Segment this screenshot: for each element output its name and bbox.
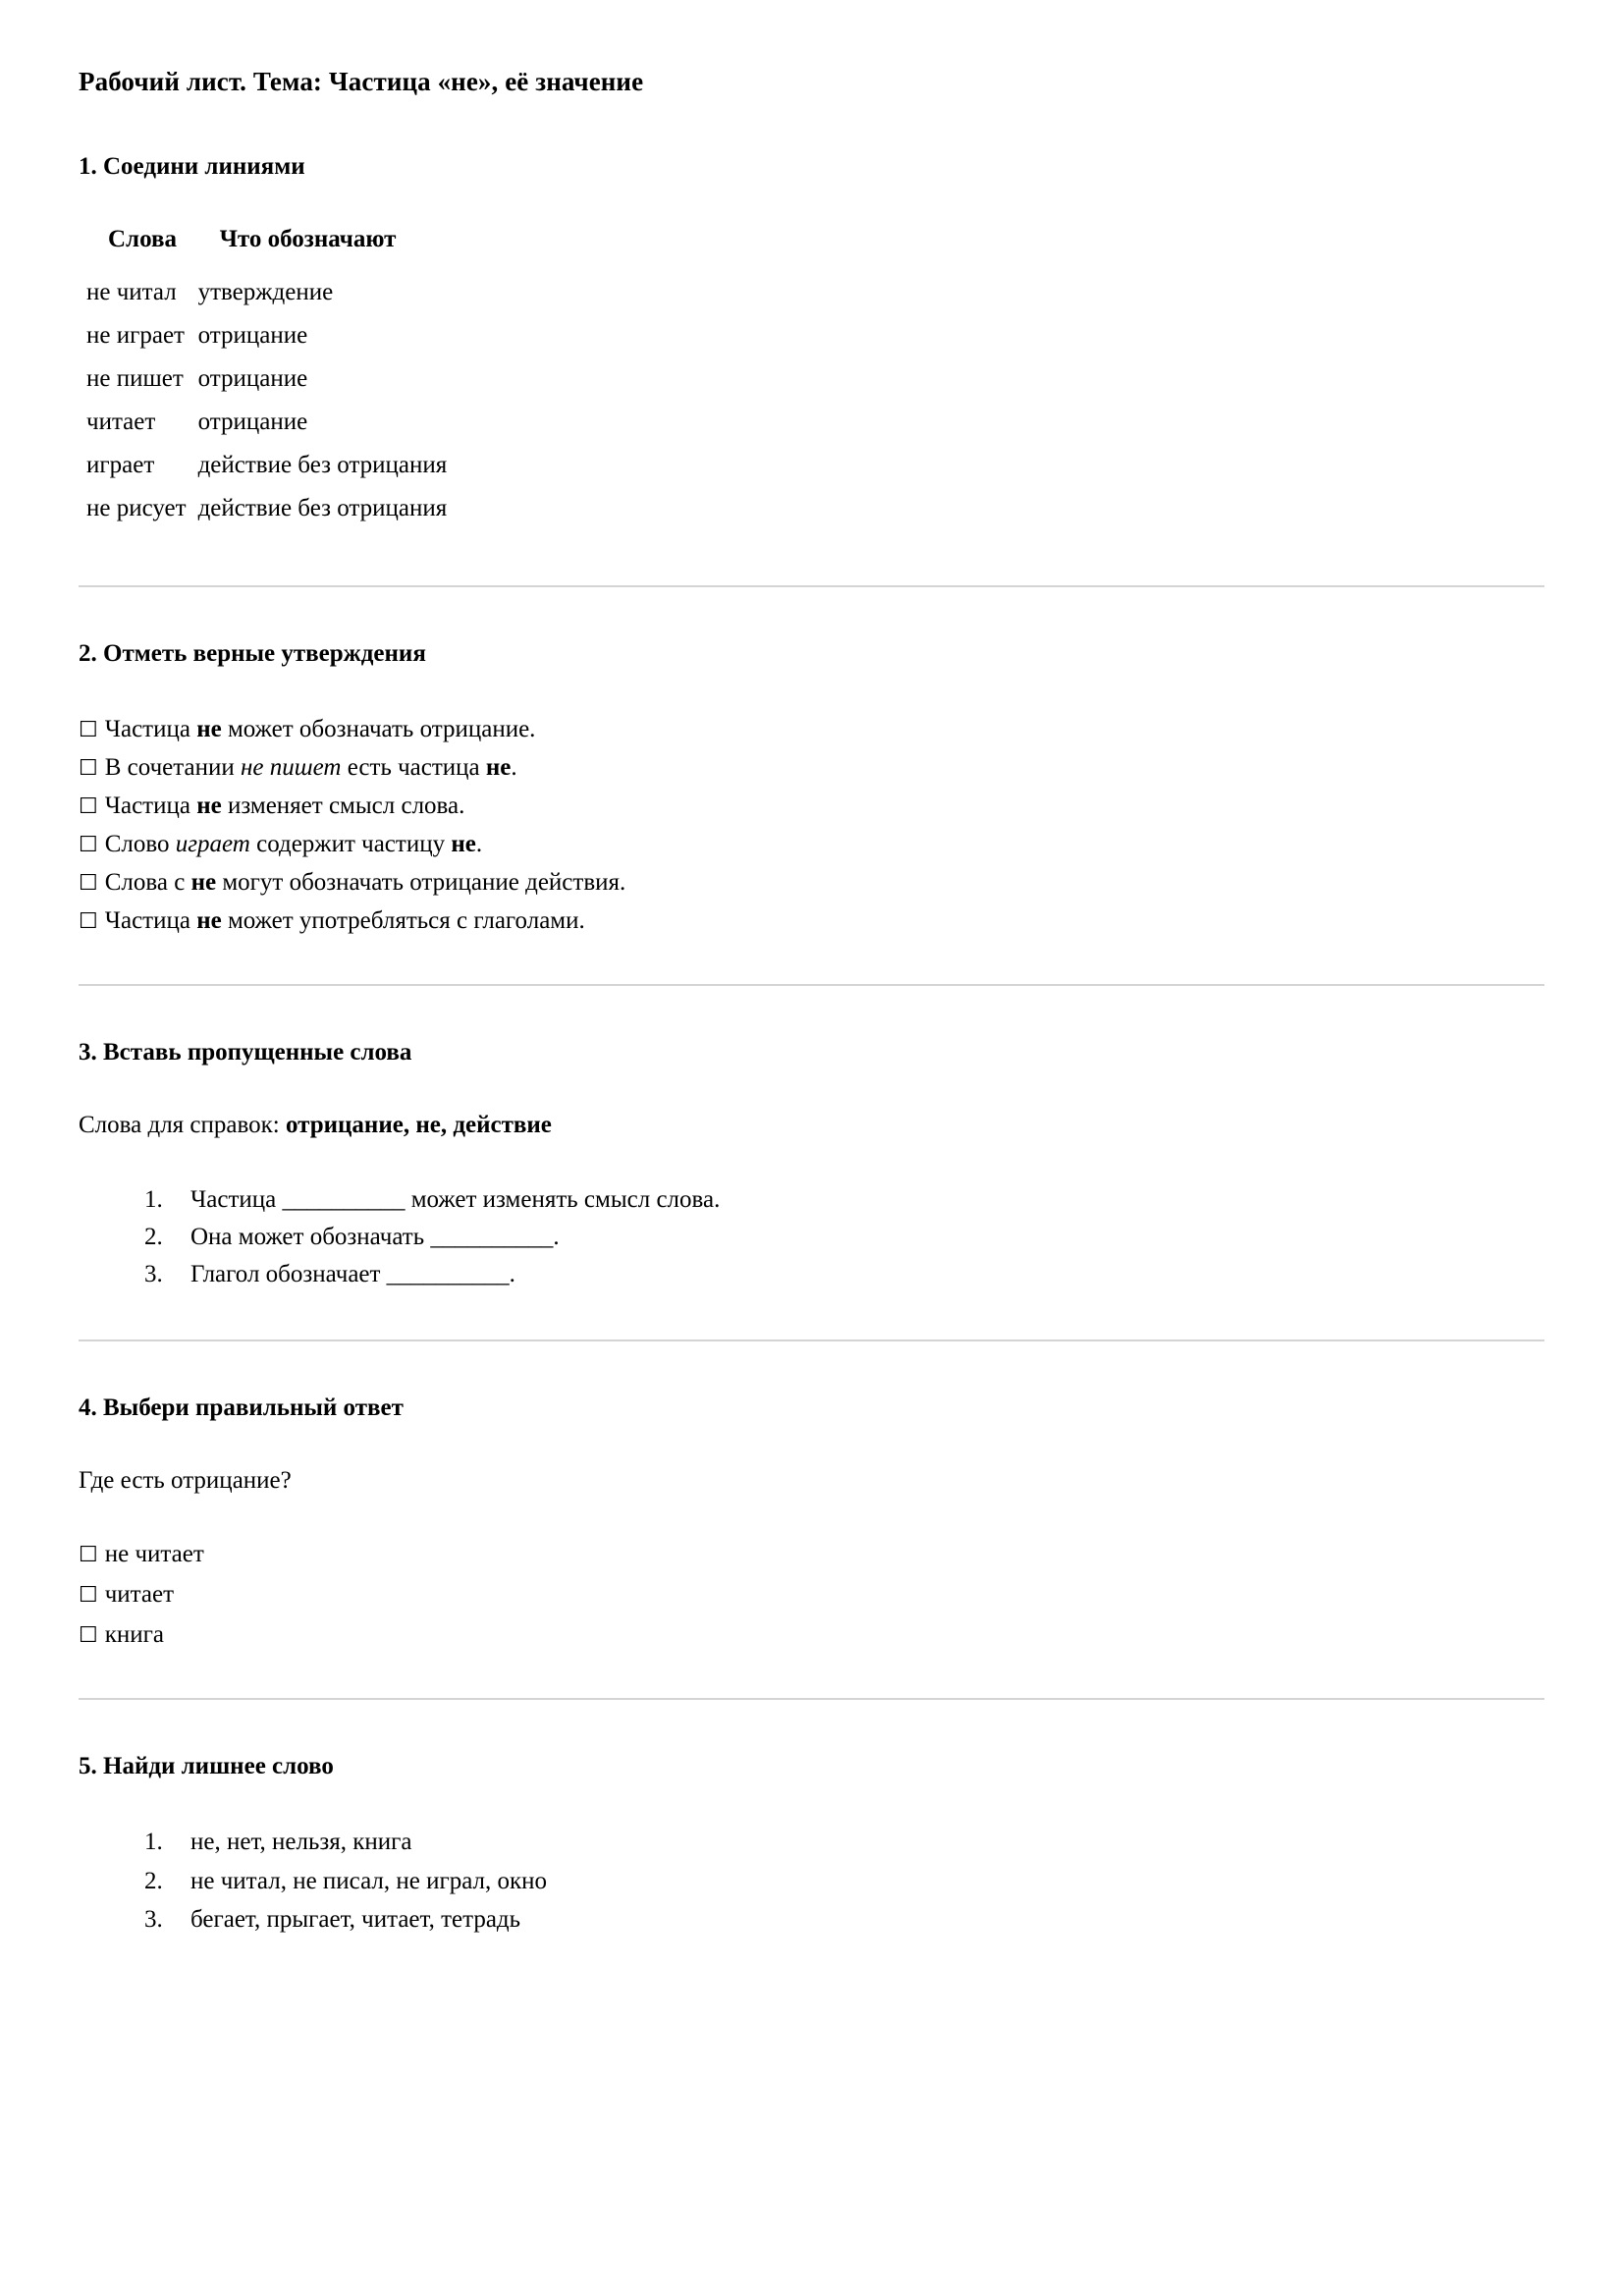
statement-option[interactable] [79,751,1544,784]
checkbox-icon[interactable]: ☐ [79,909,98,934]
section-4-heading: 4. Выбери правильный ответ [79,1394,404,1421]
page-title: Рабочий лист. Тема: Частица «не», её значение [79,67,644,96]
statement-text-run: не [196,716,222,742]
statement-option[interactable] [79,713,1544,745]
statement-text-run: изменяет смысл слова. [221,793,465,819]
table-row[interactable] [86,322,447,365]
statement-text-run: Частица [104,907,197,934]
section-5-heading: 5. Найди лишнее слово [79,1753,334,1779]
meaning-cell[interactable]: утверждение [197,279,334,305]
section-divider [79,1698,1544,1700]
statement-text-run: есть частица [341,754,486,781]
reference-words-line [79,1112,1544,1139]
choice-list [79,1538,1544,1651]
choice-option[interactable] [79,1538,1544,1570]
word-cell[interactable]: не играет [86,322,185,349]
reference-words-values: отрицание, не, действие [285,1112,552,1138]
odd-word-list [79,1824,1544,1939]
section-3-heading: 3. Вставь пропущенные слова [79,1039,412,1066]
choice-label: читает [104,1581,175,1608]
section-1-matching [79,153,1544,538]
statement-text-run: содержит частицу [249,831,452,857]
checkbox-icon[interactable]: ☐ [79,1543,98,1567]
fill-blank-item[interactable]: 3. Глагол обозначает __________. [169,1257,1544,1292]
choice-label: не читает [104,1541,204,1567]
statement-label [105,793,465,819]
choice-option[interactable] [79,1578,1544,1611]
checkbox-icon[interactable]: ☐ [79,1583,98,1608]
section-2-true-statements [79,640,1544,937]
section-5-odd-one-out [79,1753,1544,1939]
section-divider [79,585,1544,587]
word-cell[interactable]: не пишет [86,365,184,392]
odd-word-item[interactable]: 2. не читал, не писал, не играл, окно [169,1863,1544,1900]
word-cell[interactable]: не читал [86,279,177,305]
meaning-cell[interactable]: действие без отрицания [197,452,448,478]
statement-text-run: не [196,907,222,934]
statement-text-run: Частица [104,716,197,742]
odd-word-item[interactable]: 1. не, нет, нельзя, книга [169,1824,1544,1861]
statement-text-run: Частица [104,793,197,819]
statement-list [79,713,1544,937]
matching-table-body [86,279,447,538]
section-divider [79,984,1544,986]
statement-option[interactable] [79,828,1544,860]
table-row[interactable] [86,279,447,322]
table-row[interactable] [86,365,447,409]
statement-text-run: не [451,831,476,857]
section-1-heading: 1. Соедини линиями [79,153,305,180]
table-header-row [86,226,447,279]
question-text: Где есть отрицание? [79,1467,292,1494]
meaning-cell[interactable]: действие без отрицания [197,495,448,521]
statement-option[interactable] [79,866,1544,899]
checkbox-icon[interactable]: ☐ [79,718,98,742]
table-row[interactable] [86,409,447,452]
statement-text-run: могут обозначать отрицание действия. [216,869,626,896]
statement-text-run: не пишет [241,754,342,781]
section-3-fill-blanks [79,1039,1544,1292]
section-4-multiple-choice [79,1394,1544,1651]
checkbox-icon[interactable]: ☐ [79,1623,98,1648]
statement-label [105,831,482,857]
table-row[interactable] [86,452,447,495]
statement-option[interactable] [79,790,1544,822]
statement-option[interactable] [79,904,1544,937]
choice-option[interactable] [79,1618,1544,1651]
section-divider [79,1339,1544,1341]
statement-text-run: В сочетании [104,754,241,781]
meaning-cell[interactable]: отрицание [197,409,308,435]
statement-label [105,716,536,742]
meaning-cell[interactable]: отрицание [197,322,308,349]
matching-table-head [86,226,447,279]
statement-text-run: . [475,831,483,857]
statement-text-run: может употребляться с глаголами. [221,907,585,934]
reference-words-label: Слова для справок: [79,1112,286,1138]
checkbox-icon[interactable]: ☐ [79,756,98,781]
checkbox-icon[interactable]: ☐ [79,833,98,857]
column-header-meanings: Что обозначают [219,226,397,252]
section-2-heading: 2. Отметь верные утверждения [79,640,426,667]
word-cell[interactable]: играет [86,452,155,478]
fill-blank-item[interactable]: 1. Частица __________ может изменять смысл слова. [169,1182,1544,1218]
statement-text-run: не [190,869,217,896]
statement-text-run: . [511,754,517,781]
statement-label [105,869,626,896]
statement-text-run: может обозначать отрицание. [221,716,536,742]
matching-table [86,226,447,538]
statement-label [105,754,517,781]
word-cell[interactable]: не рисует [86,495,187,521]
statement-label [105,907,585,934]
statement-text-run: не [485,754,512,781]
odd-word-item[interactable]: 3. бегает, прыгает, читает, тетрадь [169,1901,1544,1939]
meaning-cell[interactable]: отрицание [197,365,308,392]
statement-text-run: не [196,793,222,819]
fill-blank-list [79,1182,1544,1292]
word-cell[interactable]: читает [86,409,156,435]
choice-label: книга [104,1621,164,1648]
checkbox-icon[interactable]: ☐ [79,794,98,819]
statement-text-run: играет [175,831,250,857]
fill-blank-item[interactable]: 2. Она может обозначать __________. [169,1220,1544,1255]
checkbox-icon[interactable]: ☐ [79,871,98,896]
statement-text-run: Слова с [104,869,191,896]
statement-text-run: Слово [104,831,176,857]
table-row[interactable] [86,495,447,538]
column-header-words: Слова [108,226,177,252]
